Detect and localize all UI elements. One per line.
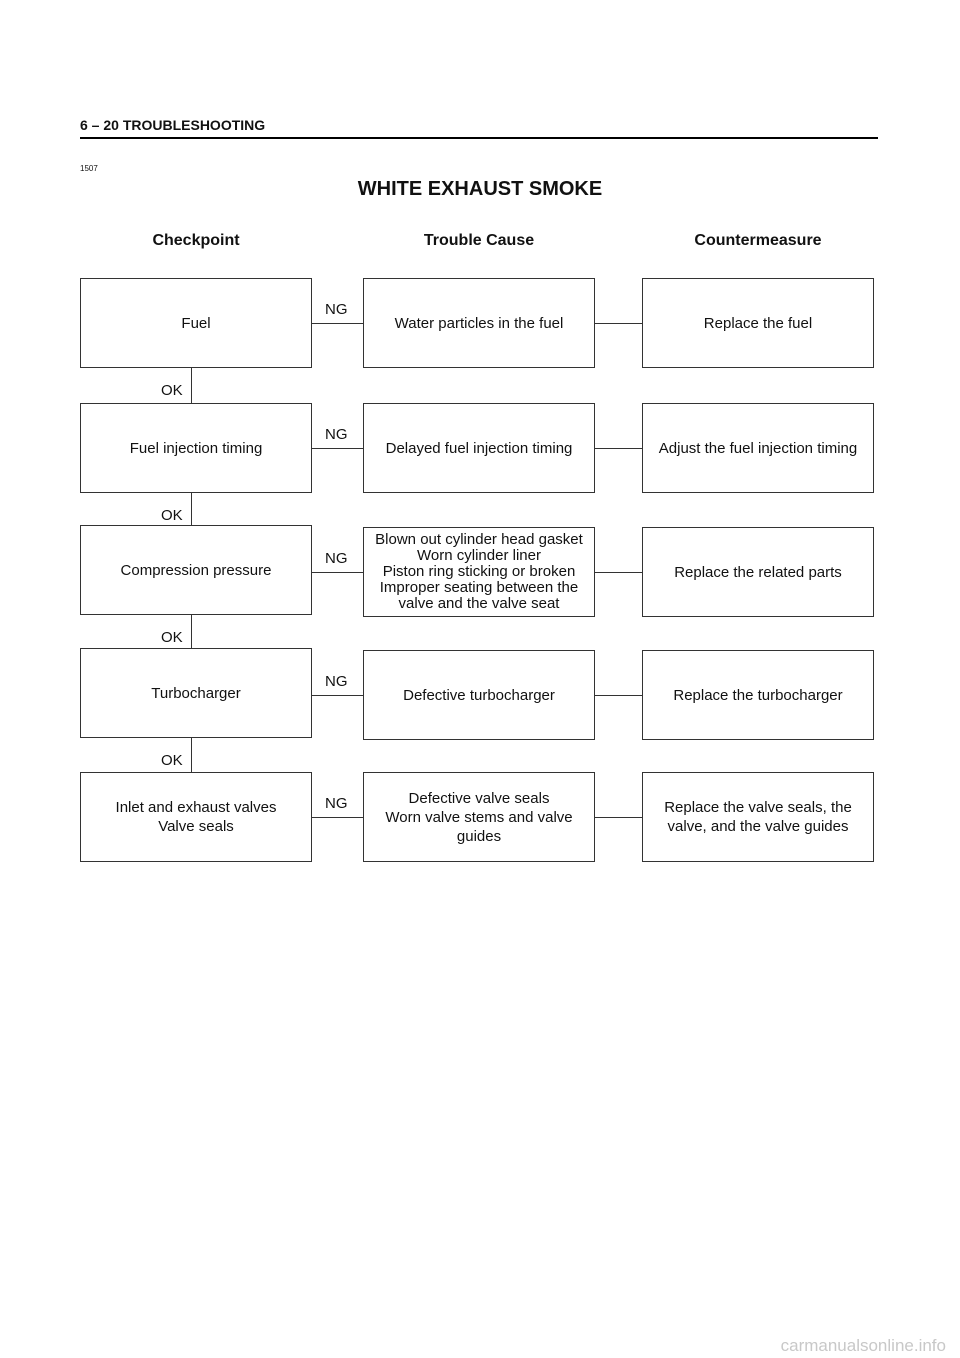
column-header-cause: Trouble Cause [423, 232, 535, 249]
box-text-line: Adjust the fuel injection timing [658, 439, 858, 457]
countermeasure-box [642, 278, 874, 368]
ok-label: OK [161, 752, 183, 769]
box-text-line: guides [456, 827, 502, 845]
box-text-line: Piston ring sticking or broken [382, 563, 576, 580]
cause-box [363, 772, 595, 862]
ok-connector [191, 615, 192, 648]
ng-label: NG [325, 673, 348, 690]
cause-box [363, 650, 595, 740]
checkpoint-box [80, 403, 312, 493]
checkpoint-box [80, 772, 312, 862]
box-text-line: Delayed fuel injection timing [385, 439, 573, 457]
box-text-line: Worn valve stems and valve [385, 808, 573, 826]
ng-label: NG [325, 301, 348, 318]
countermeasure-box [642, 527, 874, 617]
countermeasure-box [642, 403, 874, 493]
ng-connector [312, 817, 363, 818]
box-text-line: Worn cylinder liner [417, 547, 541, 564]
cause-box [363, 527, 595, 617]
box-text-line: Blown out cylinder head gasket [375, 531, 583, 548]
box-text-line: Replace the fuel [703, 314, 813, 332]
remedy-connector [595, 817, 642, 818]
box-text-line: Fuel injection timing [129, 439, 263, 457]
box-text-line: Fuel [181, 314, 211, 332]
box-text-line: Turbocharger [151, 684, 241, 702]
box-text-line: Replace the valve seals, the [664, 799, 852, 816]
ng-connector [312, 695, 363, 696]
box-text-line: Replace the turbocharger [673, 686, 843, 704]
checkpoint-box [80, 525, 312, 615]
ok-label: OK [161, 629, 183, 646]
section-header: 6 – 20 TROUBLESHOOTING [80, 117, 266, 133]
countermeasure-box [642, 772, 874, 862]
header-rule [80, 137, 878, 139]
box-text-line: Defective turbocharger [403, 686, 555, 704]
box-text-line: Inlet and exhaust valves [115, 799, 277, 816]
ng-label: NG [325, 550, 348, 567]
checkpoint-box [80, 278, 312, 368]
cause-box [363, 278, 595, 368]
ng-label: NG [325, 795, 348, 812]
ok-connector [191, 738, 192, 772]
remedy-connector [595, 323, 642, 324]
ng-connector [312, 572, 363, 573]
page-title: WHITE EXHAUST SMOKE [357, 178, 603, 200]
column-header-checkpoint: Checkpoint [152, 232, 240, 249]
ng-connector [312, 323, 363, 324]
ok-connector [191, 368, 192, 403]
box-text-line: valve and the valve seat [398, 595, 560, 612]
box-text-line: Valve seals [158, 818, 234, 835]
ok-label: OK [161, 507, 183, 524]
cause-box [363, 403, 595, 493]
box-text-line: Water particles in the fuel [394, 314, 564, 332]
box-text-line: Compression pressure [120, 561, 272, 579]
watermark: carmanualsonline.info [780, 1336, 946, 1355]
remedy-connector [595, 448, 642, 449]
ng-connector [312, 448, 363, 449]
box-text-line: Defective valve seals [408, 789, 550, 807]
countermeasure-box [642, 650, 874, 740]
box-text-line: valve, and the valve guides [667, 818, 849, 835]
page-code: 1507 [80, 164, 98, 173]
remedy-connector [595, 572, 642, 573]
box-text-line: Replace the related parts [674, 563, 842, 581]
ok-label: OK [161, 382, 183, 399]
box-text-line: Improper seating between the [379, 579, 579, 596]
ok-connector [191, 493, 192, 525]
ng-label: NG [325, 426, 348, 443]
remedy-connector [595, 695, 642, 696]
checkpoint-box [80, 648, 312, 738]
column-header-countermeasure: Countermeasure [694, 232, 822, 249]
